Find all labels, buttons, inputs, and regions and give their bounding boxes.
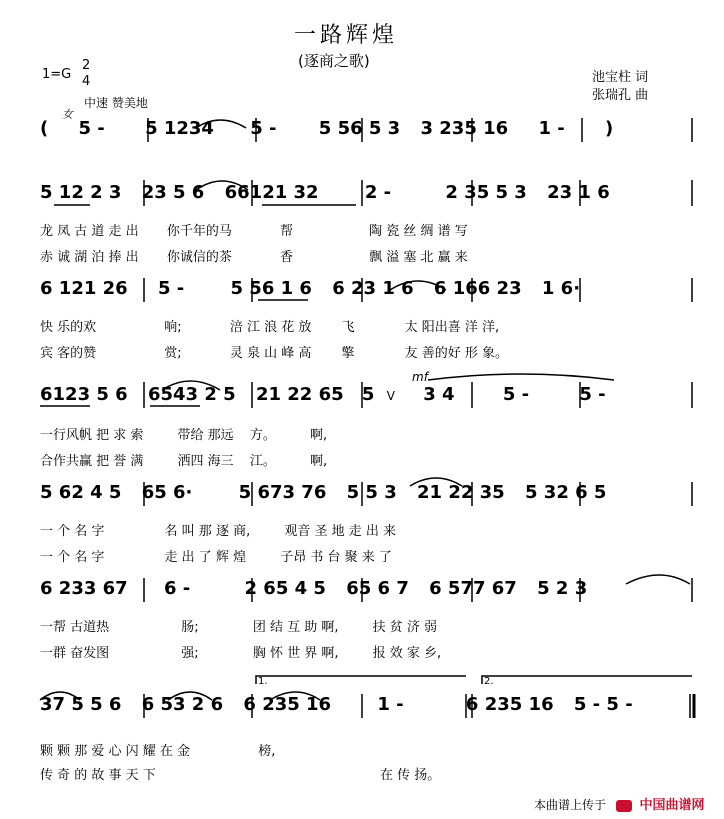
bar: 5 - — [78, 118, 105, 139]
lyrics-row-4-verse-2: 合作共赢 把 誉 满 洒四 海三 江。 啊, — [40, 454, 328, 469]
composer-credit: 张瑞孔 曲 — [592, 88, 649, 103]
notes-row-5: 5 62 4 5 65 6· 5 673 76 5 5 3 21 22 35 5 32 6 5 — [40, 482, 607, 503]
lyrics-row-2-verse-1: 龙 凤 古 道 走 出 你千年的马 帮 陶 瓷 丝 绸 谱 写 — [40, 224, 468, 239]
volta-1-label: 1. — [258, 676, 268, 687]
bar: 5 56 5 3 — [318, 118, 401, 139]
bar: 1 - — [538, 118, 565, 139]
lyricist-credit: 池宝柱 词 — [592, 70, 649, 85]
lyrics-row-3-verse-1: 快 乐的欢 响; 涪 江 浪 花 放 飞 太 阳出喜 洋 洋, — [40, 320, 500, 335]
key-signature: 1=G — [42, 67, 72, 82]
song-title: 一路辉煌 — [294, 23, 399, 48]
lyrics-row-2-verse-2: 赤 诚 湖 泊 捧 出 你诚信的茶 香 飘 溢 塞 北 赢 来 — [40, 250, 468, 265]
logo-icon — [616, 800, 632, 812]
lyrics-row-4-verse-1: 一行风帆 把 求 索 带给 那远 方。 啊, — [40, 428, 328, 443]
notes-row-3: 6 121 26 5 - 5 56 1 6 6 23 1 6 6 166 23 1 6· — [40, 278, 581, 299]
time-signature-bottom: 4 — [82, 74, 91, 89]
lyrics-row-6-verse-2: 一群 奋发图 强; 胸 怀 世 界 啊, 报 效 家 乡, — [40, 646, 442, 661]
bar: 5 - — [250, 118, 277, 139]
song-subtitle: (逐商之歌) — [298, 52, 370, 70]
lyrics-row-7-verse-2: 传 奇 的 故 事 天 下 在 传 扬。 — [40, 768, 441, 783]
lyrics-row-3-verse-2: 宾 客的赞 赏; 灵 泉 山 峰 高 擎 友 善的好 形 象。 — [40, 346, 509, 361]
site-logo — [616, 794, 705, 813]
bar: 3 235 16 — [420, 118, 509, 139]
notes-row-2: 5 12 2 3 23 5 6 66121 32 2 - 2 35 5 3 23 1 6 — [40, 182, 610, 203]
lyrics-row-5-verse-1: 一 个 名 字 名 叫 那 逐 商, 观音 圣 地 走 出 来 — [40, 524, 397, 539]
notes-row-7: 37 5 5 6 6 53 2 6 6 235 16 1 - 6 235 16 5 - 5 - — [40, 694, 633, 715]
voice-marking: 女 — [62, 108, 73, 121]
notes-row-1 — [40, 118, 613, 139]
time-signature-top: 2 — [82, 58, 91, 73]
bar: 5 1234 — [145, 118, 214, 139]
volta-2-label: 2. — [484, 676, 494, 687]
lyrics-row-5-verse-2: 一 个 名 字 走 出 了 辉 煌 子昂 书 台 聚 来 了 — [40, 550, 392, 565]
breath-mark: V — [386, 389, 395, 403]
site-name: 中国曲谱网 — [639, 798, 705, 813]
lyrics-row-6-verse-1: 一帮 古道热 肠; 团 结 互 助 啊, 扶 贫 济 弱 — [40, 620, 438, 635]
notes-row-4: 6123 5 6 6543 2 5 21 22 65 5 V 3 4 5 - 5 - — [40, 384, 606, 405]
bar: ( — [40, 118, 49, 139]
notes-row-6: 6 233 67 6 - 2 65 4 5 65 6 7 6 577 67 5 2 3 — [40, 578, 588, 599]
bar: ) — [605, 118, 614, 139]
dynamic-marking: mf — [412, 370, 428, 384]
lyrics-row-7-verse-1: 颗 颗 那 爱 心 闪 耀 在 金 榜, — [40, 744, 276, 759]
tempo-marking: 中速 赞美地 — [84, 96, 148, 110]
upload-notice: 本曲谱上传于 — [534, 798, 607, 812]
